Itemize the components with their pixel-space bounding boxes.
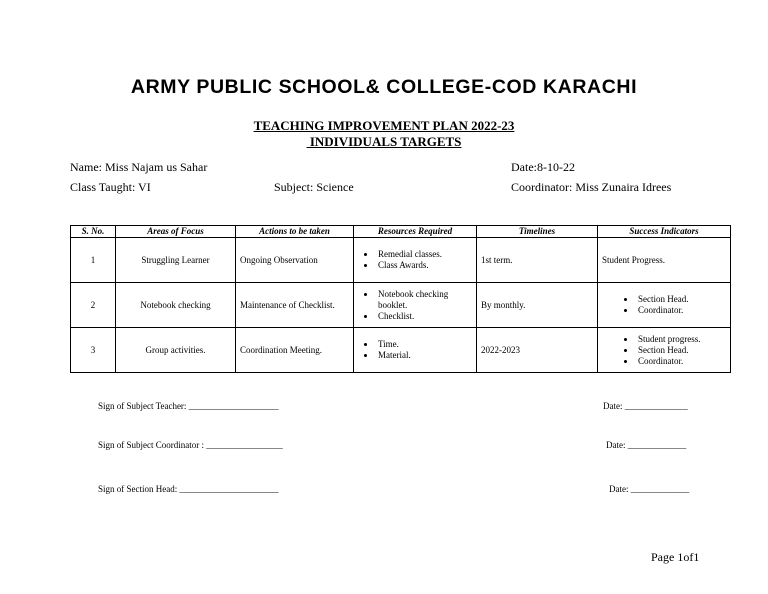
resource-item: • Class Awards. — [376, 260, 472, 271]
coordinator: Coordinator: Miss Zunaira Idrees — [511, 180, 672, 194]
class-taught: Class Taught: VI — [70, 180, 151, 194]
sign-section-head: Sign of Section Head: ______________________ — [98, 484, 279, 494]
row-resources — [354, 238, 477, 283]
success-item: • Section Head. — [636, 345, 726, 356]
resource-item: • Checklist. — [376, 311, 472, 322]
row-area: Notebook checking — [116, 283, 236, 328]
header-resources: Resources Required — [354, 226, 477, 238]
row-resources — [354, 283, 477, 328]
table-row — [71, 238, 731, 283]
school-name: ARMY PUBLIC SCHOOL& COLLEGE-COD KARACHI — [130, 76, 638, 98]
row-resources — [354, 328, 477, 373]
resource-item: • Remedial classes. — [376, 249, 472, 260]
table-header-row — [71, 226, 731, 238]
row-success — [598, 328, 731, 373]
plan-date: Date:8-10-22 — [511, 160, 575, 174]
targets-table — [70, 225, 731, 373]
row-action: Maintenance of Checklist. — [236, 283, 354, 328]
table-row — [71, 328, 731, 373]
sign-subject-teacher: Sign of Subject Teacher: ____________________ — [98, 401, 279, 411]
row-area: Group activities. — [116, 328, 236, 373]
resource-item: • Time. — [376, 339, 472, 350]
plan-subtitle: INDIVIDUALS TARGETS — [306, 134, 462, 149]
success-item: • Student progress. — [636, 334, 726, 345]
row-timeline: By monthly. — [477, 283, 598, 328]
success-item: • Section Head. — [636, 294, 726, 305]
success-item: • Coordinator. — [636, 356, 726, 367]
subject: Subject: Science — [274, 180, 354, 194]
resource-item: • Notebook checking booklet. — [376, 289, 472, 311]
header-timelines: Timelines — [477, 226, 598, 238]
plan-title: TEACHING IMPROVEMENT PLAN 2022-23 — [253, 118, 515, 133]
row-success — [598, 283, 731, 328]
header-sno: S. No. — [71, 226, 116, 238]
sign-subject-teacher-date: Date: ______________ — [603, 401, 688, 411]
success-item: • Coordinator. — [636, 305, 726, 316]
row-action: Coordination Meeting. — [236, 328, 354, 373]
row-area: Struggling Learner — [116, 238, 236, 283]
row-sno: 2 — [71, 283, 116, 328]
table-row — [71, 283, 731, 328]
row-sno: 1 — [71, 238, 116, 283]
row-action: Ongoing Observation — [236, 238, 354, 283]
header-success: Success Indicators — [598, 226, 731, 238]
row-timeline: 1st term. — [477, 238, 598, 283]
sign-subject-coordinator-date: Date: _____________ — [606, 440, 687, 450]
teacher-name: Name: Miss Najam us Sahar — [70, 160, 208, 174]
resource-item: • Material. — [376, 350, 472, 361]
sign-subject-coordinator: Sign of Subject Coordinator : _________________ — [98, 440, 283, 450]
header-action: Actions to be taken — [236, 226, 354, 238]
row-timeline: 2022-2023 — [477, 328, 598, 373]
row-success: Student Progress. — [598, 238, 731, 283]
row-sno: 3 — [71, 328, 116, 373]
header-area: Areas of Focus — [116, 226, 236, 238]
page-number: Page 1of1 — [651, 550, 700, 564]
sign-section-head-date: Date: _____________ — [609, 484, 690, 494]
